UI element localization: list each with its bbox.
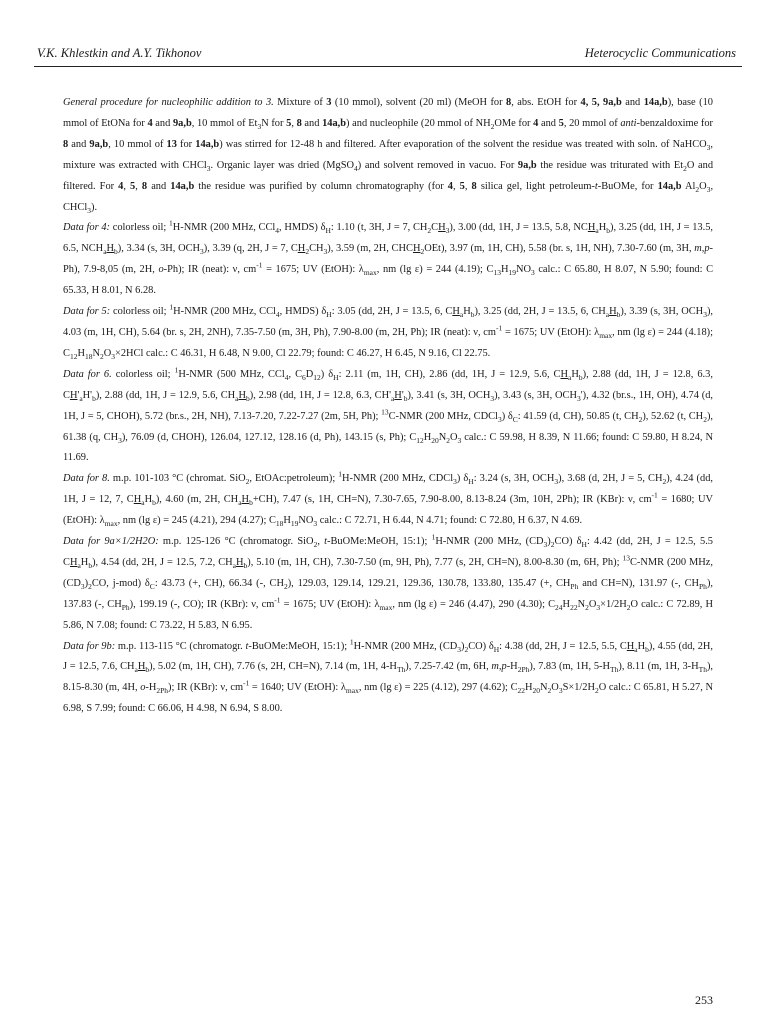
paragraph-text: m.p. 113-115 °C (chromatogr. t-BuOMe:MeOH, 15:1); $^1$H-NMR (200 MHz, $(CD_3)_2CO$) $\delta_H$: 4.38 (dd, 2H, J = 12.5, 5.5, $CH_aH_b$), 4.55 (dd, 2H, J = 12.5, 7.6, $CH_aH_b$), 5.02 (m, 1H, CH), 7.76 (s, 2H, CH=N), 7.14 (m, 1H, $4-H_{Th}$), 7.25-7.42 (m, 6H, $m,p-H_{2Ph}$), 7.83 (m, 1H, $5-H_{Th}$), 8.11 (m, 1H, $3-H_{Th}$), 8.15-8.30 (m, 4H, $o-H_{2Ph}$); IR (KBr): ν, $cm^{-1} = 1640$; UV (EtOH): $\lambda_{max}$, nm (lg ε) = 225 (4.12), 297 (4.62); $C_{22}H_{20}N_2O_3S\times 1/2H_2O$ calc.: C 65.81, H 5.27, N 6.98, S 7.99; found: C 66.06, H 4.98, N 6.94, S 8.00. [63, 637, 714, 715]
paragraph-text: colorless oil; $^1$H-NMR (500 MHz, CCl$_4$, $C_6D_{12}$) $\delta_H$: 2.11 (m, 1H, CH), 2.86 (dd, 1H, J = 12.9, 5.6, $CH_aH_b$), 2.88 (dd, 1H, J = 12.8, 6.3, $CH'_aH'_b$), 2.88 (dd, 1H, J = 12.9, 5.6, $CH_aH_b$), 2.98 (dd, 1H, J = 12.8, 6.3, $CH'_aH'_b$), 3.41 (s, 3H, $OCH_3$), 3.43 (s, 3H, $OCH_3'$), 4.32 (br.s., 1H, OH), 4.74 (d, 1H, J = 5, CHOH), 5.72 (br.s., 2H, NH), 7.13-7.20, 7.22-7.27 (2m, 5H, Ph); $^{13}$C-NMR (200 MHz, CDCl$_3$) $\delta_C$: 41.59 (d, CH), 50.85 (t, $CH_2$), 52.62 (t, $CH_2$), 61.38 (q, $CH_3$), 76.09 (d, CHOH), 126.04, 127.12, 128.16 (d, Ph), 143.15 (s, Ph); $C_{12}H_{20}N_2O_3$ calc.: C 59.98, H 8.39, N 11.66; found: C 59.80, H 8.24, N 11.69. [63, 365, 714, 464]
paragraph-lead: Data for 4: [63, 222, 111, 234]
running-header-journal: Heterocyclic Communications [584, 46, 736, 60]
paragraph-data-5 [63, 302, 713, 365]
experimental-section [63, 93, 713, 720]
paragraph-text: colorless oil; $^1$H-NMR (200 MHz, CCl$_4$, HMDS) $\delta_H$: 1.10 (t, 3H, J = 7, $CH_2CH_3$), 3.00 (dd, 1H, J = 13.5, 5.8, $NCH_aH_b$), 3.25 (dd, 1H, J = 13.5, 6.5, $NCH_aH_b$), 3.34 (s, 3H, $OCH_3$), 3.39 (q, 2H, J = 7, $CH_2CH_3$), 3.59 (m, 2H, $CHCH_2OEt$), 3.97 (m, 1H, CH), 5.58 (br. s, 1H, NH), 7.30-7.60 (m, 3H, m,p-Ph), 7.9-8,05 (m, 2H, o-Ph); IR (neat): ν, $cm^{-1} = 1675$; UV (EtOH): $\lambda_{max}$, nm (lg ε) = 244 (4.19); $C_{13}H_{19}NO_3$ calc.: C 65.80, H 8.07, N 5.90; found: C 65.33, H 8.01, N 6.28. [63, 218, 714, 297]
paragraph-data-9b [63, 637, 713, 721]
header-rule [34, 66, 742, 67]
paragraph-text: colorless oil; $^1$H-NMR (200 MHz, CCl$_4$, HMDS) $\delta_H$: 3.05 (dd, 2H, J = 13.5, 6, $CH_aH_b$), 3.25 (dd, 2H, J = 13.5, 6, $CH_aH_b$), 3.39 (s, 3H, $OCH_3$), 4.03 (m, 1H, CH), 5.64 (br. s, 2H, 2NH), 7.35-7.50 (m, 3H, Ph), 7.90-8.00 (m, 2H, Ph); IR (neat): ν, $cm^{-1} = 1675$; UV (EtOH): $\lambda_{max}$, nm (lg ε) = 244 (4.18); $C_{12}H_{18}N_2O_3\times 2HCl$ calc.: C 46.31, H 6.48, N 9.00, Cl 22.79; found: C 46.27, H 6.45, N 9.16, Cl 22.75. [63, 302, 713, 361]
page-number: 253 [695, 993, 713, 1007]
paragraph-data-8 [63, 469, 713, 532]
paragraph-lead: Data for 5: [63, 306, 111, 318]
paragraph-lead: Data for 8. [63, 473, 110, 485]
paragraph-data-6 [63, 365, 713, 470]
running-header-authors: V.K. Khlestkin and A.Y. Tikhonov [37, 46, 202, 60]
paragraph-lead: Data for 6. [63, 368, 112, 380]
paragraph-general-procedure [63, 93, 713, 218]
paragraph-text: m.p. 125-126 °C (chromatogr. SiO$_2$, t-BuOMe:MeOH, 15:1); $^1$H-NMR (200 MHz, $(CD_3)_2CO$) $\delta_H$: 4.42 (dd, 2H, J = 12.5, 5.5 $CH_aH_b$), 4.54 (dd, 2H, J = 12.5, 7.2, $CH_aH_b$), 5.10 (m, 1H, CH), 7.30-7.50 (m, 9H, Ph), 7.77 (s, 2H, CH=N), 8.00-8.30 (m, 6H, Ph); $^{13}$C-NMR (200 MHz, $(CD_3)_2CO$, j-mod) $\delta_C$: 43.73 (+, CH), 66.34 (-, $CH_2$), 129.03, 129.14, 129.21, 129.36, 130.78, 133.80, 135.47 (+, $CH_{Ph}$ and CH=N), 131.97 (-, $CH_{Ph}$), 137.83 (-, $CH_{Ph}$), 199.19 (-, CO); IR (KBr): ν, $cm^{-1} = 1675$; UV (EtOH): $\lambda_{max}$, nm (lg ε) = 246 (4.47), 290 (4.30); $C_{24}H_{22}N_2O_3\times 1/2H_2O$ calc.: C 72.89, H 5.86, N 7.08; found: C 73.22, H 5.83, N 6.95. [63, 532, 713, 631]
paragraph-data-9a [63, 532, 713, 637]
paragraph-data-4 [63, 218, 713, 302]
paragraph-lead: Data for 9a×1/2H2O: [63, 536, 159, 548]
paragraph-lead: Data for 9b: [63, 640, 116, 652]
paragraph-text: m.p. 101-103 °C (chromat. SiO$_2$, EtOAc:petroleum); $^1$H-NMR (200 MHz, CDCl$_3$) $\delta_H$: 3.24 (s, 3H, $OCH_3$), 3.68 (d, 2H, J = 5, $CH_2$), 4.24 (dd, 1H, J = 12, 7, $CH_aH_b$), 4.60 (m, 2H, $CH_aH_b+CH$), 7.47 (s, 1H, CH=N), 7.30-7.65, 7.90-8.00, 8.13-8.24 (3m, 10H, 2Ph); IR (KBr): ν, $cm^{-1} = 1680$; UV (EtOH): $\lambda_{max}$, nm (lg ε) = 245 (4.21), 294 (4.27); $C_{18}H_{19}NO_3$ calc.: C 72.71, H 6.44, N 4.71; found: C 72.80, H 6.37, N 4.69. [63, 469, 714, 529]
paragraph-lead: General procedure for nucleophilic addition to 3. [63, 97, 274, 108]
paragraph-text: Mixture of 3 (10 mmol), solvent (20 ml) (MeOH for 8, abs. EtOH for 4, 5, 9a,b and 14a,b), base (10 mmol of EtONa for 4 and 9a,b, 10 mmol of $Et_3N$ for 5, 8 and 14a,b) and nucleophile (20 mmol of $NH_2OMe$ for 4 and 5, 20 mmol of anti-benzaldoxime for 8 and 9a,b, 10 mmol of 13 for 14a,b) was stirred for 12-48 h and filtered. After evaporation of the solvent the residue was treated with soln. of NaHCO$_3$, mixture was extracted with CHCl$_3$. Organic layer was dried (MgSO$_4$) and solvent removed in vacuo. For 9a,b the residue was triturated with $Et_2O$ and filtered. For 4, 5, 8 and 14a,b the residue was purified by column chromatography (for 4, 5, 8 silica gel, light petroleum-t-BuOMe, for 14a,b $Al_2O_3$, CHCl$_3$). [63, 97, 714, 215]
